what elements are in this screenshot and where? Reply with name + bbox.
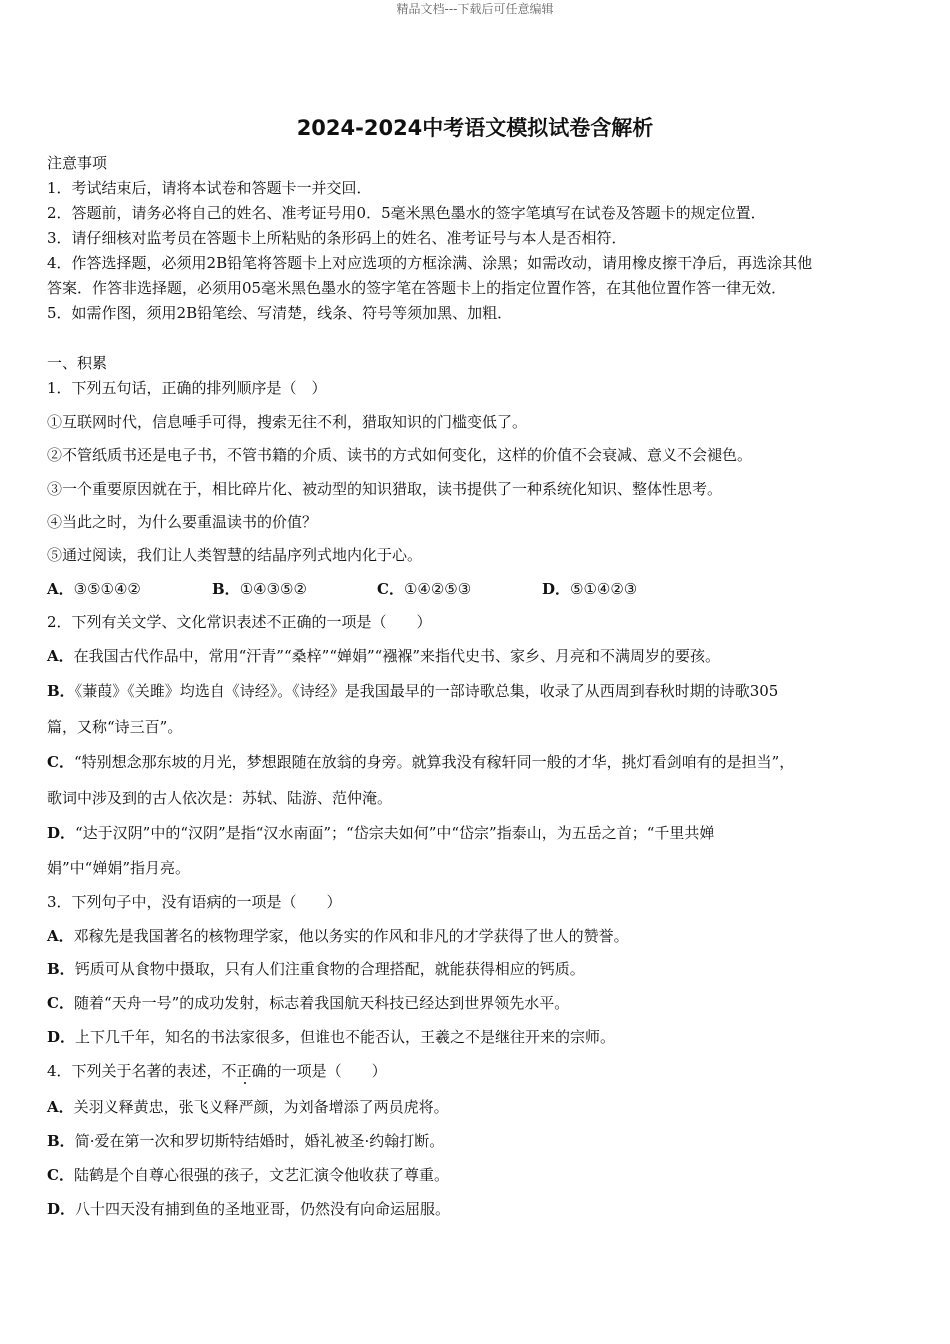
q4-option-d: D．八十四天没有捕到鱼的圣地亚哥，仍然没有向命运屈服。 <box>47 1200 451 1218</box>
q2-option-a: A．在我国古代作品中，常用“汗青”“桑梓”“婵娟”“襁褓”来指代史书、家乡、月亮和不满周岁的要孩。 <box>47 647 720 665</box>
notice-item: 4．作答选择题，必须用2B铅笔将答题卡上对应选项的方框涂满、涂黑；如需改动，请用橡皮擦干净后，再选涂其他 <box>47 254 813 272</box>
q4-option-a: A．关羽义释黄忠，张飞义释严颜，为刘备增添了两员虎将。 <box>47 1098 449 1116</box>
q2-option-d-cont: 娟”中“婵娟”指月亮。 <box>47 859 191 877</box>
notice-item: 3．请仔细核对监考员在答题卡上所粘贴的条形码上的姓名、准考证号与本人是否相符． <box>47 229 627 247</box>
q2-stem: 2．下列有关文学、文化常识表述不正确的一项是（ ） <box>47 613 432 631</box>
q2-option-c: C．“特别想念那东坡的月光，梦想跟随在放翁的身旁。就算我没有稼轩同一般的才华，挑灯看剑咱有的是担当”， <box>47 753 795 771</box>
q3-option-b: B．钙质可从食物中摄取，只有人们注重食物的合理搭配，就能获得相应的钙质。 <box>47 960 585 978</box>
q3-option-c: C．随着“天舟一号”的成功发射，标志着我国航天科技已经达到世界领先水平。 <box>47 994 570 1012</box>
option-d[interactable]: D．⑤①④②③ <box>542 580 638 598</box>
q3-option-d: D．上下几千年，知名的书法家很多，但谁也不能否认，王羲之不是继往开来的宗师。 <box>47 1028 616 1046</box>
notice-item: 5．如需作图，须用2B铅笔绘、写清楚，线条、符号等须加黑、加粗． <box>47 304 513 322</box>
q2-option-c-cont: 歌词中涉及到的古人依次是：苏轼、陆游、范仲淹。 <box>47 789 393 807</box>
q4-option-b: B．简·爱在第一次和罗切斯特结婚时，婚礼被圣·约翰打断。 <box>47 1132 445 1150</box>
notice-item: 2．答题前，请务必将自己的姓名、准考证号用0．5毫米黑色墨水的签字笔填写在试卷及答题卡的规定位置． <box>47 204 766 222</box>
option-b[interactable]: B．①④③⑤② <box>212 580 307 598</box>
notice-item: 答案．作答非选择题，必须用05毫米黑色墨水的签字笔在答题卡上的指定位置作答，在其他位置作答一律无效． <box>47 279 787 297</box>
q1-options <box>47 578 707 599</box>
q3-option-a: A．邓稼先是我国著名的核物理学家，他以务实的作风和非凡的才学获得了世人的赞誉。 <box>47 927 629 945</box>
q2-option-d: D．“达于汉阴”中的“汉阴”是指“汉水南面”；“岱宗夫如何”中“岱宗”指泰山，为五岳之首；“千里共婵 <box>47 824 715 842</box>
section-heading: 一、积累 <box>47 354 108 372</box>
option-c[interactable]: C．①④②⑤③ <box>377 580 472 598</box>
q2-option-b-cont: 篇，又称“诗三百”。 <box>47 718 183 736</box>
q1-stem: 1．下列五句话，正确的排列顺序是（ ） <box>47 379 327 397</box>
q3-stem: 3．下列句子中，没有语病的一项是（ ） <box>47 893 342 911</box>
page-title: 2024-2024中考语文模拟试卷含解析 <box>296 116 654 140</box>
notice-item: 1．考试结束后，请将本试卷和答题卡一并交回． <box>47 179 372 197</box>
watermark: 精品文档---下载后可任意编辑 <box>396 2 554 16</box>
q4-stem: 4．下列关于名著的表述，不正确的一项是（ ） <box>47 1062 387 1080</box>
q4-option-c: C．陆鹤是个自尊心很强的孩子，文艺汇演令他收获了尊重。 <box>47 1166 449 1184</box>
q1-sentence: ③一个重要原因就在于，相比碎片化、被动型的知识猎取，读书提供了一种系统化知识、整体性思考。 <box>47 480 723 498</box>
q1-sentence: ②不管纸质书还是电子书，不管书籍的介质、读书的方式如何变化，这样的价值不会衰减、意义不会褪色。 <box>47 446 753 464</box>
q1-sentence: ④当此之时，为什么要重温读书的价值？ <box>47 513 318 531</box>
q2-option-b: B．《蒹葭》《关雎》均选自《诗经》。《诗经》是我国最早的一部诗歌总集，收录了从西周到春秋时期的诗歌305 <box>47 682 779 700</box>
q1-sentence: ⑤通过阅读，我们让人类智慧的结晶序列式地内化于心。 <box>47 546 423 564</box>
emphasis-mark: 不正确 <box>221 1062 267 1080</box>
q1-sentence: ①互联网时代，信息唾手可得，搜索无往不利，猎取知识的门槛变低了。 <box>47 413 528 431</box>
option-a[interactable]: A．③⑤①④② <box>47 580 141 598</box>
notice-heading: 注意事项 <box>47 154 108 172</box>
